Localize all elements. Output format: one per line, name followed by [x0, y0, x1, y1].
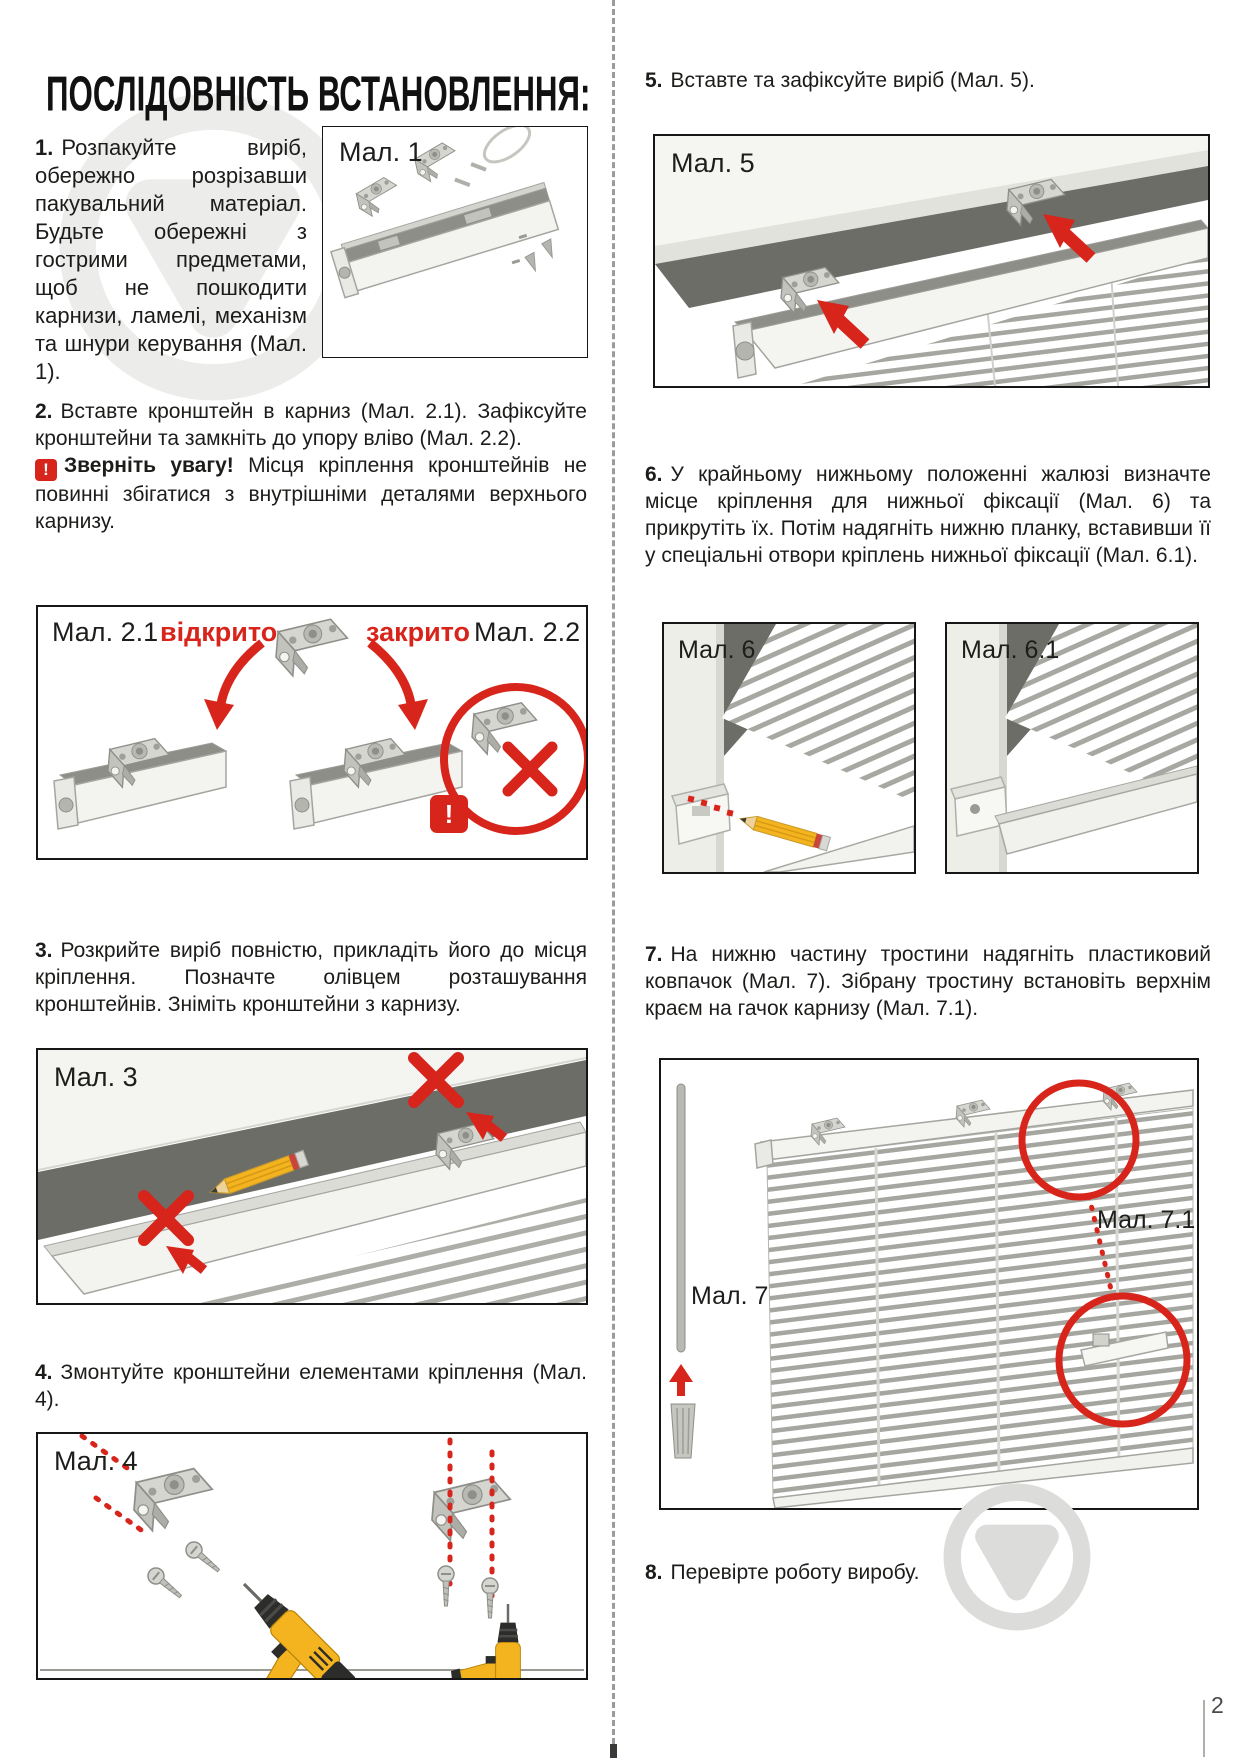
figure-6-1 — [945, 622, 1199, 874]
red-arrow-left-icon — [220, 643, 262, 711]
step-4-number: 4. — [35, 1361, 53, 1384]
figure-2-2-label: Мал. 2.2 — [474, 617, 581, 647]
warning-label: Зверніть увагу! — [64, 454, 234, 477]
figure-6-label: Мал. 6 — [678, 636, 756, 664]
step-7-number: 7. — [645, 943, 663, 966]
figure-2 — [36, 605, 588, 860]
page-title: ПОСЛІДОВНІСТЬ ВСТАНОВЛЕННЯ: — [46, 65, 591, 121]
step-6-number: 6. — [645, 463, 663, 486]
column-divider-end — [610, 1744, 617, 1758]
step-7-text: 7. На нижню частину тростини надягніть пластиковий ковпачок (Мал. 7). Зібрану тростину встановіть верхнім краєм на гачок карнизу (Мал. 7.1). — [645, 943, 1211, 1020]
bracket-icon — [276, 619, 347, 676]
figure-6 — [662, 622, 916, 874]
column-divider — [612, 0, 615, 1744]
step-5-text: 5. Вставте та зафіксуйте виріб (Мал. 5). — [645, 69, 1035, 92]
step-1-number: 1. — [35, 135, 54, 160]
step-6-text: 6. У крайньому нижньому положенні жалюзі визначте місце кріплення для нижньої фіксації (Мал. 6) та прикрутіть їх. Потім надягніть нижню планку, вставивши її у спеціальні отвори кріплень нижньої фіксації (Мал. 6.1). — [645, 463, 1211, 567]
open-label: відкрито — [160, 617, 278, 647]
alert-badge-icon: ! — [430, 795, 468, 833]
step-2-block — [35, 398, 587, 535]
figure-6-1-label: Мал. 6.1 — [961, 636, 1060, 664]
warning-text: ! Зверніть увагу! Місця кріплення кронштейнів не повинні збігатися з внутрішніми деталями верхнього карнизу. — [35, 454, 587, 533]
wand — [677, 1084, 685, 1352]
figure-7-1-label: Мал. 7.1 — [1097, 1206, 1196, 1234]
figure-3 — [36, 1048, 588, 1305]
page-number: 2 — [1211, 1692, 1224, 1718]
figure-7-label: Мал. 7 — [691, 1282, 769, 1310]
figure-7 — [659, 1058, 1199, 1510]
figure-3-label: Мал. 3 — [54, 1062, 138, 1092]
red-x-icon — [508, 747, 552, 791]
red-arrow-right-icon — [370, 643, 412, 711]
step-2-text: 2. Вставте кронштейн в карниз (Мал. 2.1). Зафіксуйте кронштейни та замкніть до упору вліво (Мал. 2.2). — [35, 400, 587, 450]
red-arrow-up-icon — [669, 1364, 693, 1396]
step-4-text: 4. Змонтуйте кронштейни елементами кріплення (Мал. 4). — [35, 1361, 587, 1411]
closed-label: закрито — [366, 617, 471, 647]
figure-5 — [653, 134, 1210, 388]
watermark-logo-icon — [938, 1478, 1096, 1636]
figure-5-label: Мал. 5 — [671, 148, 755, 178]
figure-4-label: Мал. 4 — [54, 1446, 138, 1476]
figure-4 — [36, 1432, 588, 1680]
figure-2-1-label: Мал. 2.1 — [52, 617, 159, 647]
step-8-number: 8. — [645, 1561, 663, 1584]
figure-1-label: Мал. 1 — [339, 137, 423, 167]
step-3-number: 3. — [35, 939, 53, 962]
step-3-text: 3. Розкрийте виріб повністю, прикладіть його до місця кріплення. Позначте олівцем розташування кронштейнів. Зніміть кронштейни з карнизу. — [35, 939, 587, 1016]
step-2-number: 2. — [35, 400, 53, 423]
step-1-text: 1. Розпакуйте виріб, обережно розрізавши пакувальний матеріал. Будьте обережні з гострими предметами, щоб не пошкодити карнизи, ламелі, механізм та шнури керування (Мал. 1). — [35, 135, 307, 384]
warning-icon: ! — [35, 459, 57, 481]
page-number-divider — [1203, 1700, 1205, 1757]
step-5-number: 5. — [645, 69, 663, 92]
step-8-text: 8. Перевірте роботу виробу. — [645, 1561, 920, 1584]
plastic-cap — [671, 1404, 695, 1458]
figure-1 — [322, 126, 588, 358]
